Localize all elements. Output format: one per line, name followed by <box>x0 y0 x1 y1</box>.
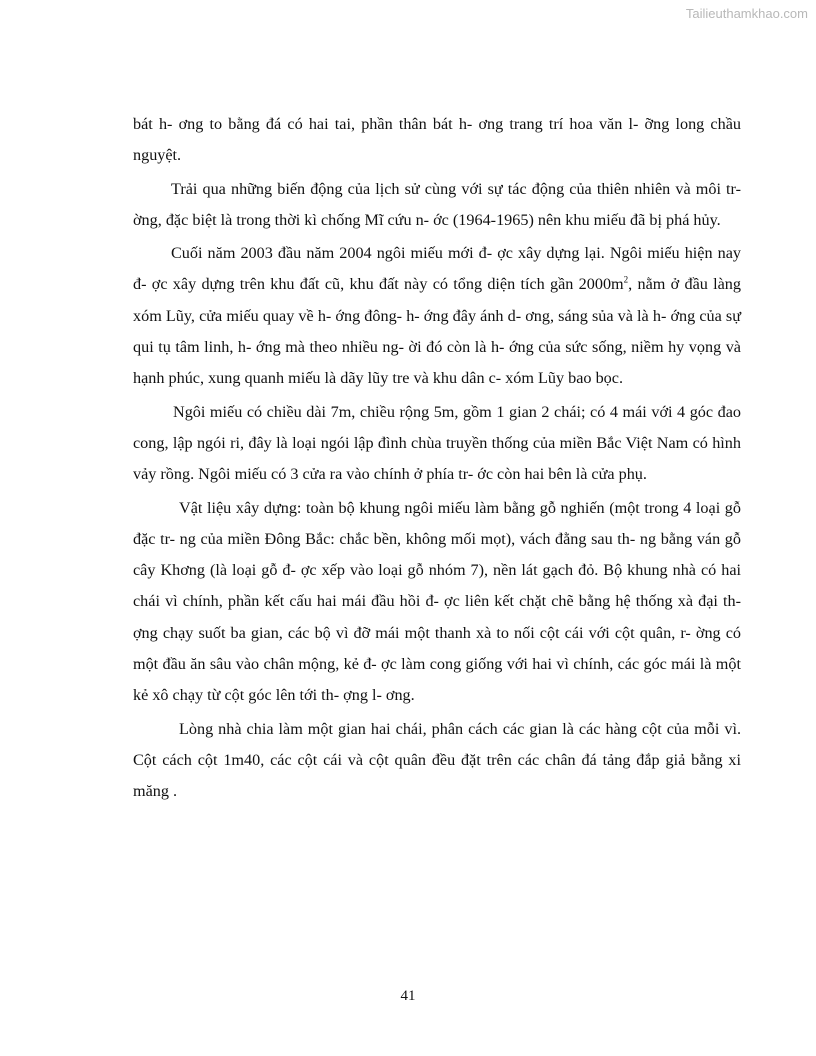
paragraph-text-continued: , nằm ở đầu làng xóm Lũy, cửa miếu quay về h- ớng đông- h- ớng đây ánh d- ơng, sáng sủa và là h- ớng của sự qui tụ tâm linh, h- ớng mà theo nhiều ng- ời đó còn là h- ớng của sức sống, niềm hy vọng và hạnh phúc, xung quanh miếu là dãy lũy tre và khu dân c- xóm Lũy bao bọc. <box>133 275 741 388</box>
paragraph: bát h- ơng to bằng đá có hai tai, phần thân bát h- ơng trang trí hoa văn l- ỡng long chầu nguyệt. <box>133 115 741 165</box>
paragraph: Vật liệu xây dựng: toàn bộ khung ngôi miếu làm bằng gỗ nghiến (một trong 4 loại gỗ đặc tr- ng của miền Đông Bắc: chắc bền, không mối mọt), vách đằng sau th- ng bằng ván gỗ cây Khơng (là loại gỗ đ- ợc xếp vào loại gỗ nhóm 7), nền lát gạch đỏ. Bộ khung nhà có hai chái vì chính, phần kết cấu hai mái đầu hồi đ- ợc liên kết chặt chẽ bằng hệ thống xà đại th- ợng chạy suốt ba gian, các bộ vì đỡ mái một thanh xà to nối cột cái với cột quân, r- ờng có một đầu ăn sâu vào chân mộng, kẻ đ- ợc làm cong giống với hai vì chính, các góc mái là một kẻ xô chạy từ cột góc lên tới th- ợng l- ơng. <box>133 498 741 705</box>
paragraph: Trải qua những biến động của lịch sử cùng với sự tác động của thiên nhiên và môi tr- ờng, đặc biệt là trong thời kì chống Mĩ cứu n- ớc (1964-1965) nên khu miếu đã bị phá hủy. <box>133 179 741 229</box>
paragraph <box>133 238 741 394</box>
paragraph: Ngôi miếu có chiều dài 7m, chiều rộng 5m, gồm 1 gian 2 chái; có 4 mái với 4 góc đao cong, lập ngói ri, đây là loại ngói lập đình chùa truyền thống của miền Bắc Việt Nam có hình vảy rồng. Ngôi miếu có 3 cửa ra vào chính ở phía tr- ớc còn hai bên là cửa phụ. <box>133 402 741 484</box>
page-number: 41 <box>400 988 416 1004</box>
paragraph: Lòng nhà chia làm một gian hai chái, phân cách các gian là các hàng cột của mỗi vì. Cột cách cột 1m40, các cột cái và cột quân đều đặt trên các chân đá tảng đắp giả bằng xi măng . <box>133 719 741 801</box>
superscript: 2 <box>623 275 629 286</box>
watermark: Tailieuthamkhao.com <box>685 6 808 21</box>
paragraph-text: Cuối năm 2003 đầu năm 2004 ngôi miếu mới đ- ợc xây dựng lại. Ngôi miếu hiện nay đ- ợc xây dựng trên khu đất cũ, khu đất này có tổng diện tích gần 2000m <box>133 244 741 294</box>
document-body <box>133 109 741 810</box>
